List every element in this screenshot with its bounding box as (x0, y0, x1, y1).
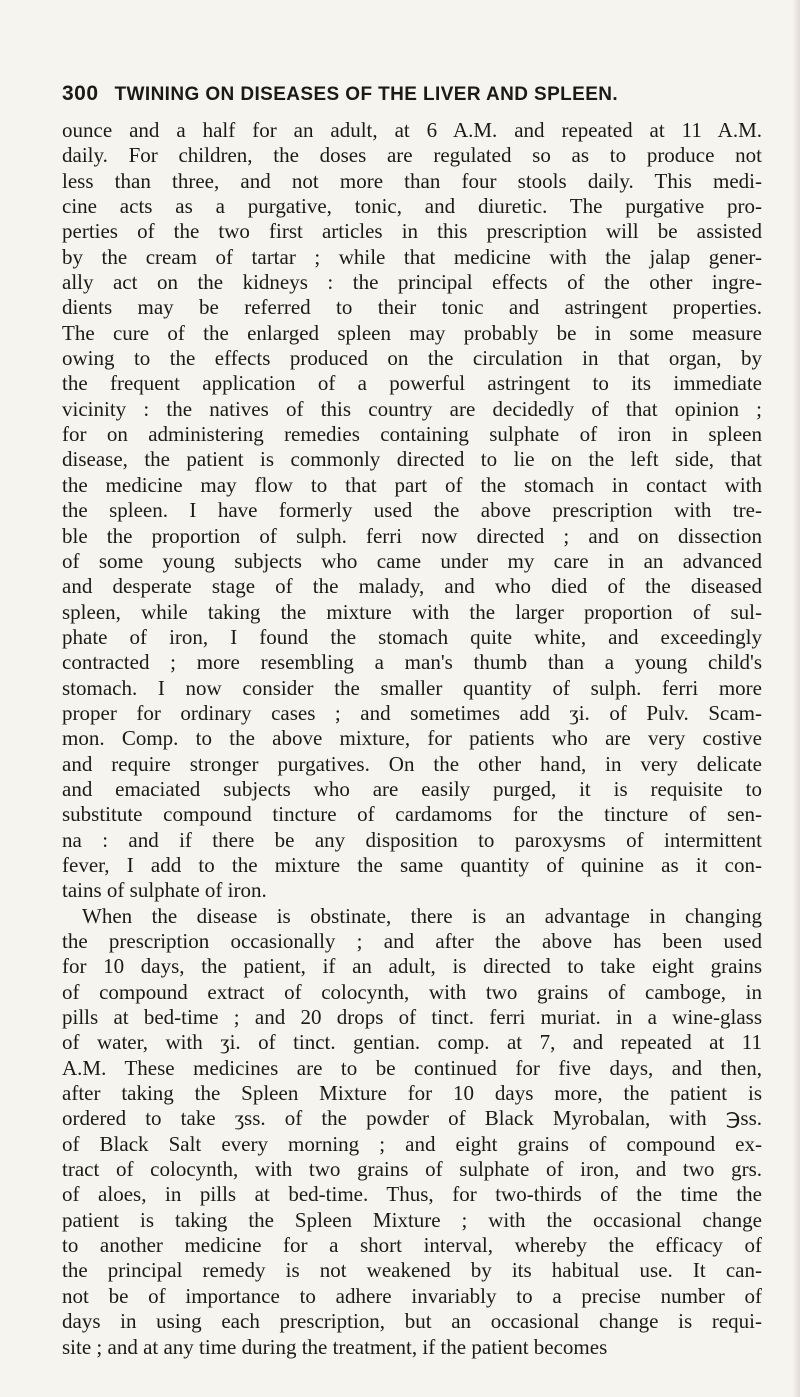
text-line: cine acts as a purgative, tonic, and diuretic. The purgative pro- (62, 194, 762, 219)
text-line: of some young subjects who came under my care in an advanced (62, 548, 762, 573)
text-line: after taking the Spleen Mixture for 10 days more, the patient is (62, 1081, 762, 1106)
paragraph (62, 118, 762, 904)
text-line: of Black Salt every morning ; and eight grains of compound ex- (62, 1131, 762, 1156)
running-head: TWINING ON DISEASES OF THE LIVER AND SPLEEN. (114, 84, 619, 105)
text-line: mon. Comp. to the above mixture, for patients who are very costive (62, 726, 762, 751)
paragraph (62, 904, 762, 1360)
text-line: substitute compound tincture of cardamoms for the tincture of sen- (62, 802, 762, 827)
text-line: ounce and a half for an adult, at 6 A.M. and repeated at 11 A.M. (62, 118, 762, 142)
text-line: daily. For children, the doses are regulated so as to produce not (62, 143, 762, 168)
text-line: proper for ordinary cases ; and sometimes add ʒi. of Pulv. Scam- (62, 700, 762, 725)
page-number: 300 (62, 82, 99, 105)
text-line: vicinity : the natives of this country are decidedly of that opinion ; (62, 396, 762, 421)
text-line: fever, I add to the mixture the same quantity of quinine as it con- (62, 852, 762, 877)
text-line: of water, with ʒi. of tinct. gentian. comp. at 7, and repeated at 11 (62, 1030, 762, 1055)
text-line: patient is taking the Spleen Mixture ; with the occasional change (62, 1207, 762, 1232)
text-line: less than three, and not more than four stools daily. This medi- (62, 168, 762, 193)
page-header (62, 82, 762, 112)
text-line: ally act on the kidneys : the principal effects of the other ingre- (62, 270, 762, 295)
text-line: dients may be referred to their tonic and astringent properties. (62, 295, 762, 320)
text-line: tract of colocynth, with two grains of sulphate of iron, and two grs. (62, 1157, 762, 1182)
text-line: contracted ; more resembling a man's thumb than a young child's (62, 650, 762, 675)
text-line: the principal remedy is not weakened by its habitual use. It can- (62, 1258, 762, 1283)
text-line: and emaciated subjects who are easily purged, it is requisite to (62, 776, 762, 801)
text-line: of compound extract of colocynth, with two grains of camboge, in (62, 979, 762, 1004)
text-line: days in using each prescription, but an occasional change is requi- (62, 1309, 762, 1334)
text-line: The cure of the enlarged spleen may probably be in some measure (62, 320, 762, 345)
text-line: phate of iron, I found the stomach quite white, and exceedingly (62, 624, 762, 649)
text-line: by the cream of tartar ; while that medicine with the jalap gener- (62, 244, 762, 269)
text-line: for on administering remedies containing sulphate of iron in spleen (62, 422, 762, 447)
text-line: A.M. These medicines are to be continued for five days, and then, (62, 1055, 762, 1080)
text-line: to another medicine for a short interval, whereby the efficacy of (62, 1233, 762, 1258)
body-text (62, 118, 762, 1360)
text-line: disease, the patient is commonly directed to lie on the left side, that (62, 447, 762, 472)
text-line: na : and if there be any disposition to paroxysms of intermittent (62, 827, 762, 852)
text-line: the frequent application of a powerful astringent to its immediate (62, 371, 762, 396)
text-line: stomach. I now consider the smaller quantity of sulph. ferri more (62, 675, 762, 700)
text-line: ble the proportion of sulph. ferri now directed ; and on dissection (62, 523, 762, 548)
text-line: the prescription occasionally ; and after the above has been used (62, 929, 762, 953)
text-line: and require stronger purgatives. On the other hand, in very delicate (62, 751, 762, 776)
text-line: of aloes, in pills at bed-time. Thus, for two-thirds of the time the (62, 1182, 762, 1207)
text-line: site ; and at any time during the treatment, if the patient becomes (62, 1334, 608, 1359)
text-line: When the disease is obstinate, there is an advantage in changing (82, 903, 762, 928)
text-line: the spleen. I have formerly used the above prescription with tre- (62, 498, 762, 523)
text-line: spleen, while taking the mixture with the larger proportion of sul- (62, 599, 762, 624)
text-line: owing to the effects produced on the circulation in that organ, by (62, 346, 762, 371)
text-line: for 10 days, the patient, if an adult, is directed to take eight grains (62, 954, 762, 979)
text-line: not be of importance to adhere invariably to a precise number of (62, 1283, 762, 1308)
page-edge-shadow (792, 0, 800, 1397)
text-line: tains of sulphate of iron. (62, 878, 267, 903)
text-line: the medicine may flow to that part of the stomach in contact with (62, 472, 762, 497)
text-line: and desperate stage of the malady, and who died of the diseased (62, 574, 762, 599)
text-line: perties of the two first articles in this prescription will be assisted (62, 219, 762, 244)
text-line: pills at bed-time ; and 20 drops of tinct. ferri muriat. in a wine-glass (62, 1005, 762, 1030)
text-line: ordered to take ʒss. of the powder of Black Myrobalan, with ℈ss. (62, 1106, 762, 1131)
